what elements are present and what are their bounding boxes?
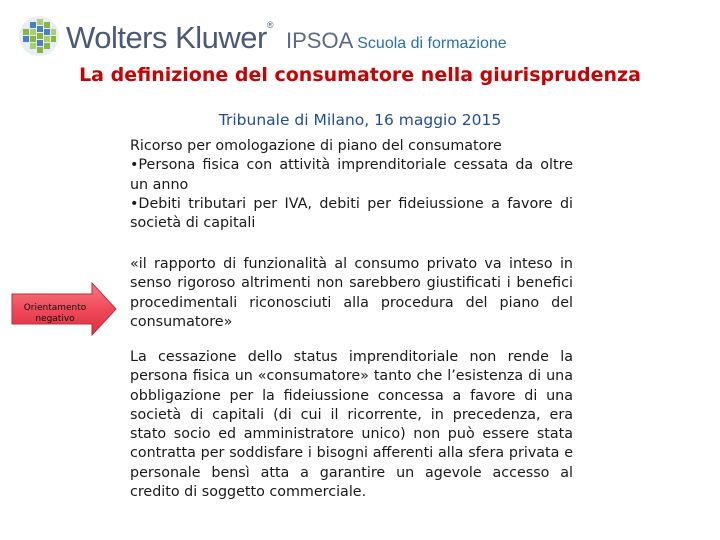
case-summary-bullet: •Persona fisica con attività imprenditoriale cessata da oltre un anno bbox=[130, 157, 573, 193]
partner-label: IPSOA bbox=[286, 28, 354, 53]
brand-name bbox=[66, 20, 273, 56]
wolters-kluwer-logo-icon bbox=[18, 15, 60, 57]
arrow-label bbox=[14, 303, 96, 325]
court-quote: «il rapporto di funzionalità al consumo privato va inteso in senso rigoroso altrimenti non sarebbero giustificati i benefici procedimentali riconosciuti alla procedura del piano del consumatore» bbox=[130, 256, 573, 330]
partner-sub-label: Scuola di formazione bbox=[357, 35, 507, 52]
court-reasoning: La cessazione dello status imprenditoriale non rende la persona fisica un «consumatore» tanto che l’esistenza di una obbligazione per la fideiussione concessa a favore di una società di capitali (di cui il ricorrente, in precedenza, era stato socio ed amministratore unico) non può essere stata contratta per soddisfare i bisogni afferenti alla sfera privata e personale bensì atta a garantire un agevole accesso al credito di soggetto commerciale. bbox=[130, 349, 573, 501]
arrow-label-line-2: negativo bbox=[35, 314, 75, 324]
case-summary bbox=[130, 137, 573, 233]
case-summary-line: Ricorso per omologazione di piano del consumatore bbox=[130, 138, 502, 154]
registered-mark: ® bbox=[266, 20, 274, 30]
header bbox=[18, 12, 708, 62]
brand-name-text: Wolters Kluwer bbox=[66, 20, 267, 55]
case-summary-bullet: •Debiti tributari per IVA, debiti per fideiussione a favore di società di capitali bbox=[130, 195, 573, 232]
slide-title: La definizione del consumatore nella giurisprudenza bbox=[79, 64, 641, 86]
slide-subtitle: Tribunale di Milano, 16 maggio 2015 bbox=[218, 111, 502, 129]
partner-name bbox=[286, 28, 507, 54]
arrow-label-line-1: Orientamento bbox=[23, 303, 87, 313]
